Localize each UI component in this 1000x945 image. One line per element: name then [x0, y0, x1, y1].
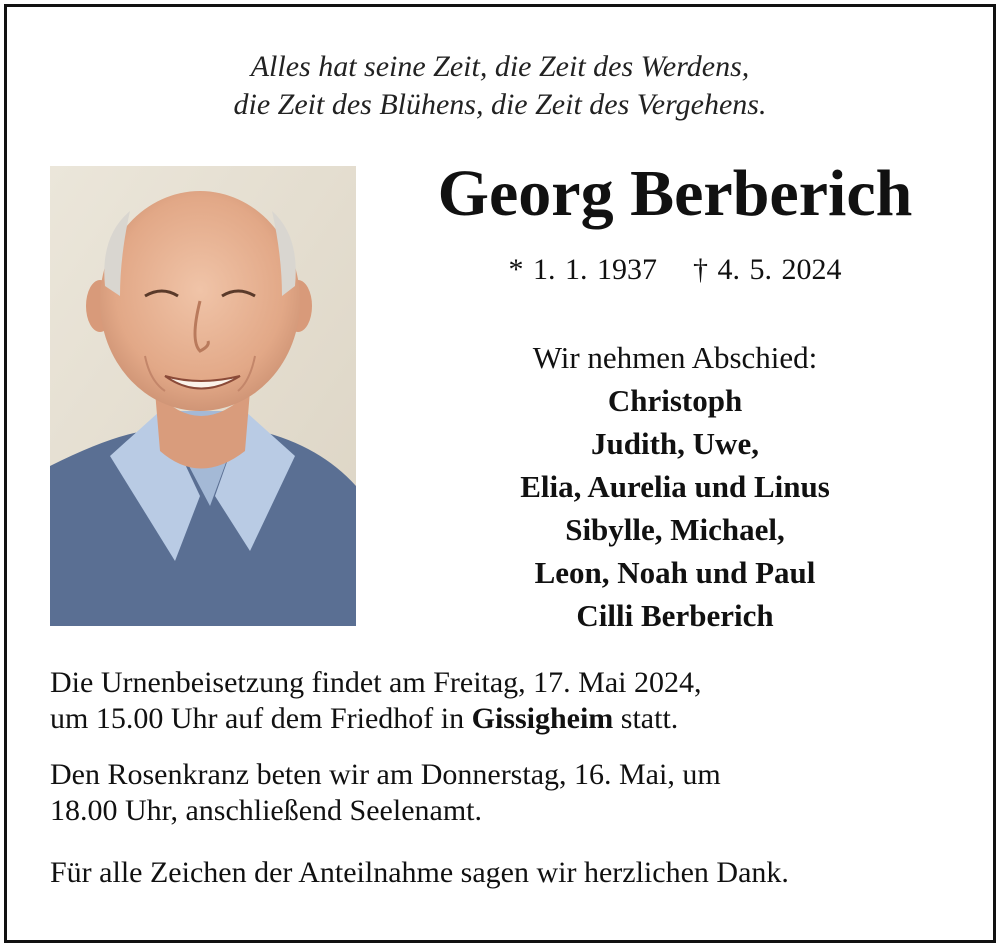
farewell-intro: Wir nehmen Abschied:: [532, 340, 818, 375]
birth-date: * 1. 1. 1937: [508, 253, 657, 286]
thanks-note: Für alle Zeichen der Anteilnahme sagen wir herzlichen Dank.: [50, 856, 789, 889]
mourner-line: Elia, Aurelia und Linus: [520, 469, 830, 504]
motto-line-2: die Zeit des Blühens, die Zeit des Vergehens.: [233, 88, 767, 121]
portrait-illustration: [50, 166, 356, 626]
farewell-block: [380, 336, 970, 637]
burial-line-2-start: um 15.00 Uhr auf dem Friedhof in: [50, 702, 472, 735]
burial-line-2: [50, 701, 970, 737]
rosary-line-1: Den Rosenkranz beten wir am Donnerstag, 16. Mai, um: [50, 758, 721, 791]
burial-line-2-end: statt.: [613, 702, 679, 735]
mourner-line: Judith, Uwe,: [591, 426, 759, 461]
portrait-photo: [50, 166, 356, 626]
mourner-line: Cilli Berberich: [576, 598, 774, 633]
motto-quote: [0, 48, 1000, 124]
life-dates: [380, 250, 970, 290]
burial-place: Gissigheim: [471, 702, 614, 735]
burial-line-1: Die Urnenbeisetzung findet am Freitag, 17. Mai 2024,: [50, 666, 702, 699]
burial-notice: [50, 665, 970, 737]
rosary-line-2: 18.00 Uhr, anschließend Seelenamt.: [50, 794, 483, 827]
mourner-line: Christoph: [607, 383, 743, 418]
death-date: † 4. 5. 2024: [693, 253, 842, 286]
mourner-line: Sibylle, Michael,: [565, 512, 785, 547]
deceased-name: Georg Berberich: [437, 157, 913, 230]
rosary-notice: [50, 757, 970, 829]
motto-line-1: Alles hat seine Zeit, die Zeit des Werdens,: [250, 50, 750, 83]
mourner-line: Leon, Noah und Paul: [534, 555, 816, 590]
